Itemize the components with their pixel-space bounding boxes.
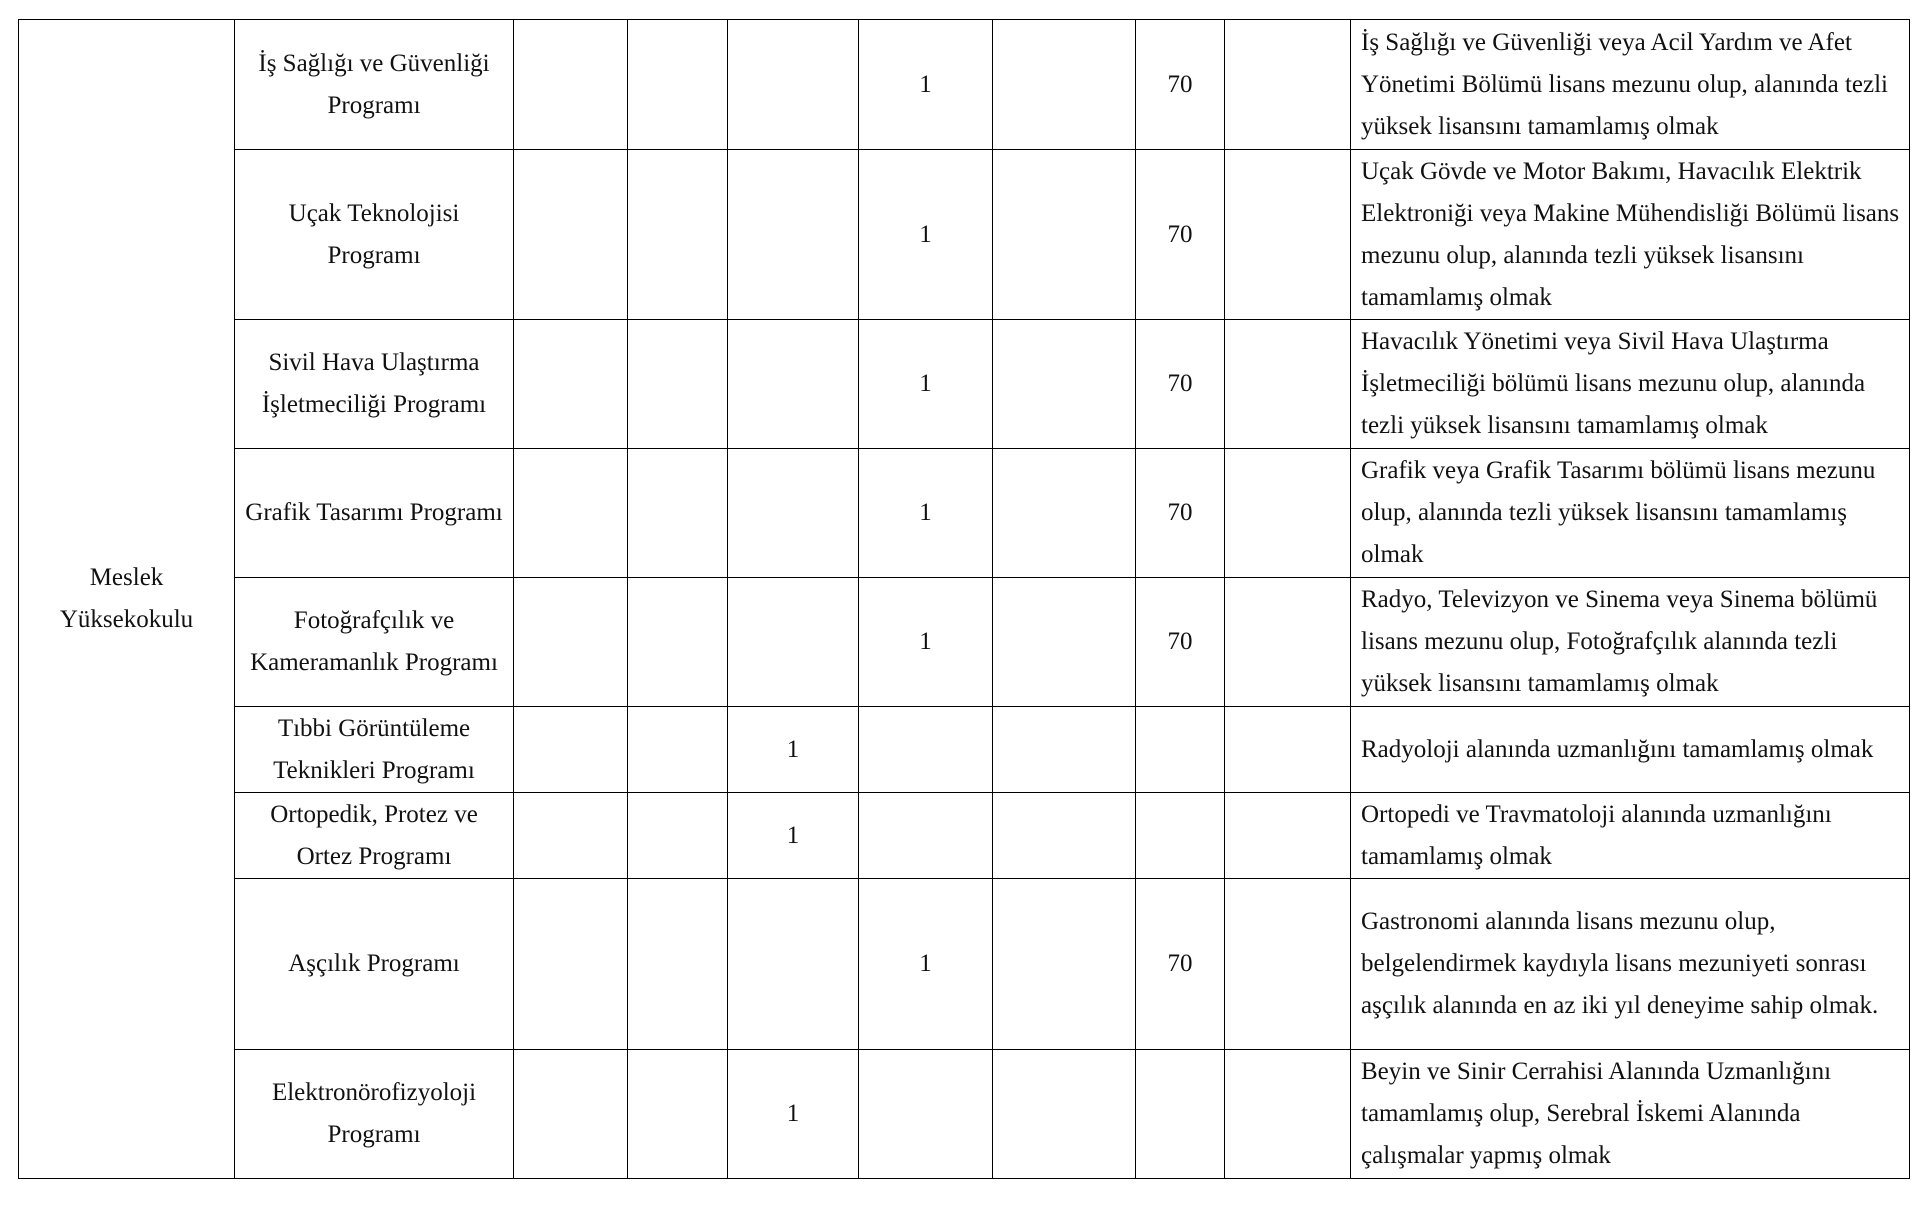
empty-cell	[993, 150, 1136, 320]
conditions-cell: Uçak Gövde ve Motor Bakımı, Havacılık Elektrik Elektroniği veya Makine Mühendisliği Bölümü lisans mezunu olup, alanında tezli yüksek lisansını tamamlamış olmak	[1351, 150, 1910, 320]
conditions-cell: İş Sağlığı ve Güvenliği veya Acil Yardım ve Afet Yönetimi Bölümü lisans mezunu olup, alanında tezli yüksek lisansını tamamlamış olmak	[1351, 20, 1910, 150]
conditions-cell: Havacılık Yönetimi veya Sivil Hava Ulaştırma İşletmeciliği bölümü lisans mezunu olup, alanında tezli yüksek lisansını tamamlamış olmak	[1351, 320, 1910, 449]
empty-cell	[1225, 449, 1351, 578]
empty-cell	[993, 707, 1136, 793]
unit-name-cell	[19, 20, 235, 1179]
empty-cell	[1225, 1050, 1351, 1179]
count-cell: 1	[859, 578, 993, 707]
count-cell: 1	[859, 879, 993, 1050]
count-cell	[859, 707, 993, 793]
program-cell: İş Sağlığı ve Güvenliği Programı	[235, 20, 514, 150]
score-cell: 70	[1136, 20, 1225, 150]
empty-cell	[1225, 320, 1351, 449]
count-cell: 1	[859, 150, 993, 320]
conditions-cell: Grafik veya Grafik Tasarımı bölümü lisans mezunu olup, alanında tezli yüksek lisansını tamamlamış olmak	[1351, 449, 1910, 578]
table-row	[19, 879, 1910, 1050]
program-cell: Fotoğrafçılık ve Kameramanlık Programı	[235, 578, 514, 707]
count-cell	[728, 449, 859, 578]
empty-cell	[993, 1050, 1136, 1179]
score-cell: 70	[1136, 449, 1225, 578]
count-cell	[728, 879, 859, 1050]
score-cell: 70	[1136, 150, 1225, 320]
program-cell: Aşçılık Programı	[235, 879, 514, 1050]
empty-cell	[1225, 879, 1351, 1050]
empty-cell	[1225, 707, 1351, 793]
empty-cell	[628, 150, 728, 320]
empty-cell	[993, 793, 1136, 879]
score-cell	[1136, 707, 1225, 793]
count-cell: 1	[728, 793, 859, 879]
count-cell	[859, 1050, 993, 1179]
empty-cell	[628, 20, 728, 150]
empty-cell	[514, 707, 628, 793]
table-row	[19, 20, 1910, 150]
count-cell: 1	[859, 449, 993, 578]
empty-cell	[628, 879, 728, 1050]
table-row	[19, 793, 1910, 879]
empty-cell	[514, 578, 628, 707]
empty-cell	[628, 793, 728, 879]
empty-cell	[1225, 20, 1351, 150]
program-cell: Sivil Hava Ulaştırma İşletmeciliği Programı	[235, 320, 514, 449]
empty-cell	[993, 879, 1136, 1050]
count-cell	[728, 20, 859, 150]
empty-cell	[514, 150, 628, 320]
conditions-cell: Beyin ve Sinir Cerrahisi Alanında Uzmanlığını tamamlamış olup, Serebral İskemi Alanında çalışmalar yapmış olmak	[1351, 1050, 1910, 1179]
empty-cell	[514, 449, 628, 578]
conditions-cell: Gastronomi alanında lisans mezunu olup, belgelendirmek kaydıyla lisans mezuniyeti sonrası aşçılık alanında en az iki yıl deneyime sahip olmak.	[1351, 879, 1910, 1050]
empty-cell	[628, 449, 728, 578]
table-row	[19, 320, 1910, 449]
score-cell: 70	[1136, 578, 1225, 707]
count-cell	[728, 578, 859, 707]
program-cell: Elektronörofizyoloji Programı	[235, 1050, 514, 1179]
count-cell	[728, 150, 859, 320]
program-cell: Tıbbi Görüntüleme Teknikleri Programı	[235, 707, 514, 793]
count-cell: 1	[859, 20, 993, 150]
empty-cell	[993, 449, 1136, 578]
positions-table	[18, 19, 1910, 1179]
table-row	[19, 1050, 1910, 1179]
empty-cell	[993, 320, 1136, 449]
unit-name: Meslek Yüksekokulu	[59, 564, 194, 633]
count-cell	[728, 320, 859, 449]
empty-cell	[1225, 578, 1351, 707]
program-cell: Ortopedik, Protez ve Ortez Programı	[235, 793, 514, 879]
empty-cell	[514, 320, 628, 449]
empty-cell	[628, 1050, 728, 1179]
table-row	[19, 150, 1910, 320]
empty-cell	[514, 1050, 628, 1179]
empty-cell	[628, 320, 728, 449]
count-cell	[859, 793, 993, 879]
empty-cell	[993, 20, 1136, 150]
conditions-cell: Radyoloji alanında uzmanlığını tamamlamış olmak	[1351, 707, 1910, 793]
empty-cell	[514, 793, 628, 879]
empty-cell	[1225, 793, 1351, 879]
empty-cell	[628, 707, 728, 793]
table-row	[19, 707, 1910, 793]
count-cell: 1	[859, 320, 993, 449]
score-cell	[1136, 1050, 1225, 1179]
empty-cell	[993, 578, 1136, 707]
conditions-cell: Ortopedi ve Travmatoloji alanında uzmanlığını tamamlamış olmak	[1351, 793, 1910, 879]
count-cell: 1	[728, 1050, 859, 1179]
empty-cell	[628, 578, 728, 707]
table-row	[19, 578, 1910, 707]
program-cell: Uçak Teknolojisi Programı	[235, 150, 514, 320]
empty-cell	[514, 879, 628, 1050]
empty-cell	[1225, 150, 1351, 320]
score-cell	[1136, 793, 1225, 879]
program-cell: Grafik Tasarımı Programı	[235, 449, 514, 578]
score-cell: 70	[1136, 320, 1225, 449]
table-row	[19, 449, 1910, 578]
empty-cell	[514, 20, 628, 150]
conditions-cell: Radyo, Televizyon ve Sinema veya Sinema bölümü lisans mezunu olup, Fotoğrafçılık alanında tezli yüksek lisansını tamamlamış olmak	[1351, 578, 1910, 707]
score-cell: 70	[1136, 879, 1225, 1050]
count-cell: 1	[728, 707, 859, 793]
